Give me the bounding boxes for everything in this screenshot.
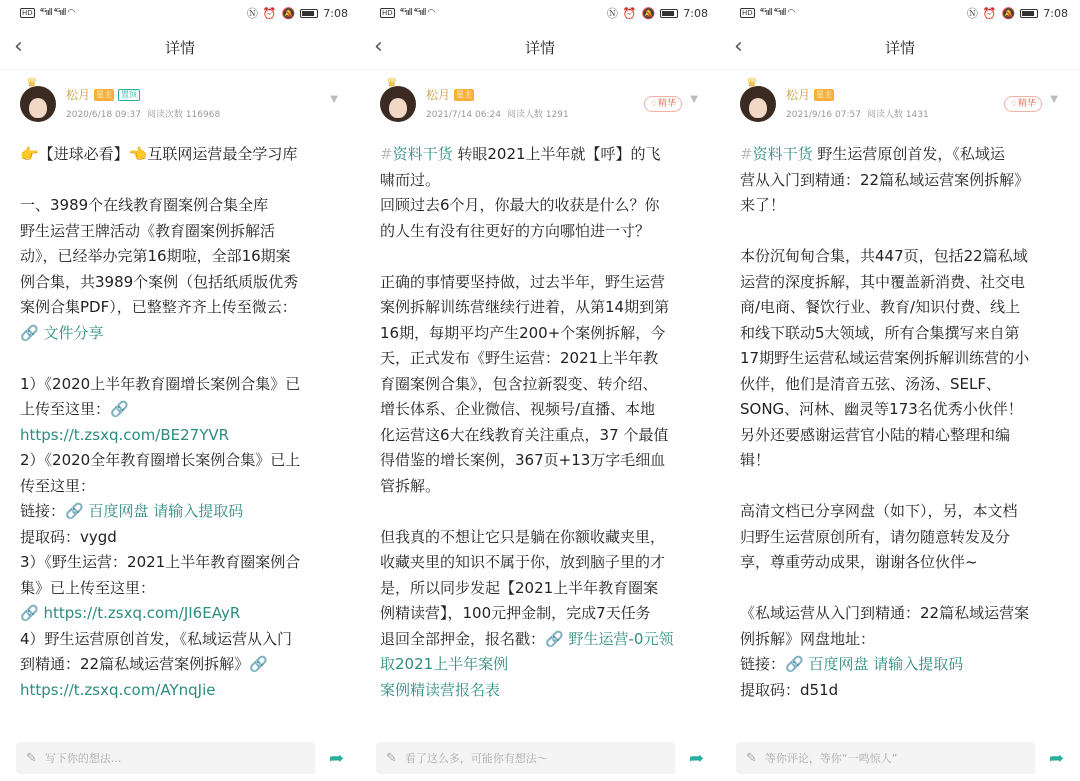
content-line: 来了！	[740, 196, 786, 214]
post-date: 2020/6/18 09:37	[66, 110, 141, 120]
content-line: 管拆解。	[380, 476, 441, 495]
content-line: 野生运营原创首发，《私域运	[817, 145, 1005, 163]
content-line: 正确的事情要坚持做，过去半年，野生运营	[380, 272, 666, 291]
content-line: 商/电商、餐饮行业、教育/知识付费、线上	[740, 298, 1021, 316]
back-chevron-icon[interactable]: ‹	[14, 34, 23, 59]
battery-icon	[1020, 9, 1038, 18]
hashtag-link[interactable]: 资料干货	[752, 145, 813, 163]
diamond-icon: ♢	[649, 99, 658, 109]
link-icon: 🔗	[20, 323, 39, 342]
alarm-icon: ⏰	[622, 6, 637, 20]
more-chevron-down-icon[interactable]: ▼	[330, 94, 338, 105]
url-link[interactable]: https://t.zsxq.com/BE27YVR	[20, 425, 230, 444]
comment-bar	[720, 735, 1080, 781]
signal-icon: ⁴ᴳııll ⁴ᴳııll ◠	[399, 8, 435, 18]
page-title: 详情	[164, 39, 195, 57]
post-date: 2021/7/14 06:24	[426, 110, 501, 120]
post-content	[720, 136, 1080, 703]
crown-icon: ♛	[386, 76, 398, 91]
pinned-badge: 置顶	[118, 89, 140, 101]
post-content	[0, 136, 360, 703]
baidu-pan-link[interactable]: 百度网盘	[808, 655, 869, 673]
comment-placeholder: 写下你的想法...	[44, 752, 122, 765]
back-chevron-icon[interactable]: ‹	[374, 34, 383, 59]
content-line: 另外还要感谢运营官小陆的精心整理和编	[740, 425, 1011, 444]
more-chevron-down-icon[interactable]: ▼	[1050, 94, 1058, 105]
avatar[interactable]	[380, 76, 416, 122]
content-line: 2）《2020全年教育圈增长案例合集》已上	[20, 451, 301, 469]
share-icon[interactable]: ➦	[328, 747, 344, 769]
content-line: 营从入门到精通：22篇私域运营案例拆解》	[740, 170, 1030, 189]
owner-badge: 星主	[456, 89, 473, 99]
back-chevron-icon[interactable]: ‹	[734, 34, 743, 59]
content-line: 的人生有没有往更好的方向哪怕进一寸？	[380, 221, 651, 240]
content-line: 归野生运营原创所有，请勿随意转发及分	[740, 527, 1011, 546]
read-count: 阅读人数 1431	[866, 110, 929, 120]
clock: 7:08	[323, 6, 348, 20]
content-line: 17期野生运营私域运营案例拆解训练营的小	[740, 349, 1030, 367]
comment-input[interactable]	[376, 742, 675, 774]
hd-icon: HD	[742, 9, 753, 17]
content-line: 例拆解》网盘地址：	[740, 629, 876, 648]
content-line: 是，所以同步发起【2021上半年教育圈案	[380, 578, 659, 597]
content-line: 转眼2021上半年就【呼】的飞	[457, 145, 661, 163]
content-line: 到精通：22篇私域运营案例拆解》	[20, 655, 250, 673]
crown-icon: ♛	[746, 76, 758, 91]
content-line: 本份沉甸甸合集，共447页，包括22篇私域	[740, 247, 1028, 265]
nav-bar	[360, 26, 720, 70]
content-line: 集》已上传至这里：	[20, 578, 156, 597]
page-title: 详情	[884, 39, 915, 57]
content-line: 天，正式发布《野生运营：2021上半年教	[380, 349, 659, 367]
signup-link[interactable]: 野生运营-0元领	[568, 629, 674, 648]
clock: 7:08	[1043, 6, 1068, 20]
battery-icon	[300, 9, 318, 18]
content-line: 回顾过去6个月，你最大的收获是什么？你	[380, 196, 660, 214]
content-line: 辑！	[740, 451, 771, 469]
read-count: 阅读人数 1291	[506, 110, 569, 120]
phone-screen-2	[360, 0, 720, 781]
pen-icon: ✎	[26, 750, 37, 766]
mute-icon: 🔕	[281, 6, 296, 20]
content-line: 高清文档已分享网盘（如下），另，本文档	[740, 502, 1018, 520]
owner-badge: 星主	[816, 89, 833, 99]
page-title: 详情	[524, 39, 555, 57]
content-line: 4）野生运营原创首发，《私域运营从入门	[20, 629, 293, 648]
content-line: 但我真的不想让它只是躺在你额收藏夹里，	[380, 527, 666, 546]
battery-icon	[660, 9, 678, 18]
author-name[interactable]: 松月	[426, 88, 451, 102]
pen-icon: ✎	[746, 750, 757, 766]
essence-badge: ♢精华	[1004, 96, 1042, 112]
link-icon: 🔗	[545, 629, 564, 648]
content-line: 提取码：d51d	[740, 680, 839, 699]
avatar[interactable]	[740, 76, 776, 122]
content-line: 享，尊重劳动成果，谢谢各位伙伴~	[740, 553, 978, 571]
content-line: 例合集，共3989个案例（包括纸质版优秀	[20, 272, 299, 291]
comment-placeholder: 看了这么多，可能你有想法～	[404, 752, 548, 765]
content-line: 得借鉴的增长案例，367页+13万字毛细血	[380, 451, 666, 469]
phone-screen-3	[720, 0, 1080, 781]
read-count: 阅读次数 116968	[146, 110, 221, 120]
nav-bar	[0, 26, 360, 70]
share-icon[interactable]: ➦	[688, 747, 704, 769]
hd-icon: HD	[382, 9, 393, 17]
content-line: 链接：	[740, 655, 786, 673]
nfc-icon: Ⓝ	[246, 7, 258, 20]
author-name[interactable]: 松月	[66, 88, 91, 102]
hash-symbol: #	[740, 145, 753, 163]
content-line: 育圈案例合集》，包含拉新裂变、转介绍、	[380, 374, 658, 393]
status-bar	[0, 0, 360, 26]
author-header	[360, 70, 720, 136]
nfc-icon: Ⓝ	[966, 7, 978, 20]
content-line: 运营的深度拆解，其中覆盖新消费、社交电	[740, 272, 1026, 291]
author-header	[0, 70, 360, 136]
content-line: 退回全部押金，报名戳：	[380, 629, 546, 648]
phone-screen-1	[0, 0, 360, 781]
clock: 7:08	[683, 6, 708, 20]
hashtag-link[interactable]: 资料干货	[392, 145, 453, 163]
comment-bar	[360, 735, 720, 781]
post-date: 2021/9/16 07:57	[786, 110, 861, 120]
url-link[interactable]: https://t.zsxq.com/AYnqJie	[20, 680, 216, 699]
extract-code-link[interactable]: 请输入提取码	[153, 502, 244, 520]
hash-symbol: #	[380, 145, 393, 163]
content-line: 动》，已经举办完第16期啦，全部16期案	[20, 247, 291, 265]
content-line: 例精读营】，100元押金制，完成7天任务	[380, 604, 651, 622]
content-line: 野生运营王牌活动《教育圈案例拆解活	[20, 221, 276, 240]
hd-icon: HD	[22, 9, 33, 17]
author-header	[720, 70, 1080, 136]
baidu-pan-link[interactable]: 百度网盘	[88, 502, 149, 520]
content-line: 传至这里：	[20, 476, 96, 495]
content-line: 一、3989个在线教育圈案例合集全库	[20, 196, 269, 214]
content-line: 3）《野生运营：2021上半年教育圈案例合	[20, 553, 301, 571]
content-line: 《私域运营从入门到精通：22篇私域运营案	[740, 604, 1030, 622]
author-name[interactable]: 松月	[786, 88, 811, 102]
mute-icon: 🔕	[1001, 6, 1016, 20]
content-line: SONG、河林、幽灵等173名优秀小伙伴！	[740, 400, 1023, 418]
comment-input[interactable]	[16, 742, 315, 774]
content-line: 链接：	[20, 502, 66, 520]
link-icon: 🔗	[110, 400, 129, 418]
signup-form-link[interactable]: 案例精读营报名表	[380, 680, 501, 699]
more-chevron-down-icon[interactable]: ▼	[690, 94, 698, 105]
content-line: 和线下联动5大领域，所有合集撰写来自第	[740, 323, 1020, 342]
link-icon: 🔗	[785, 655, 804, 673]
content-line: 👉【进球必看】👈互联网运营最全学习库	[20, 145, 298, 163]
status-bar	[720, 0, 1080, 26]
signup-link-cont[interactable]: 取2021上半年案例	[380, 655, 509, 673]
content-line: 1）《2020上半年教育圈增长案例合集》已	[20, 374, 301, 393]
alarm-icon: ⏰	[262, 6, 277, 20]
avatar[interactable]	[20, 76, 56, 122]
url-link[interactable]: https://t.zsxq.com/JI6EAyR	[43, 604, 241, 622]
content-line: 化运营这6大在线教育关注重点，37 个最值	[380, 425, 669, 444]
essence-badge: ♢精华	[644, 96, 682, 112]
content-line: 增长体系、企业微信、视频号/直播、本地	[380, 400, 656, 418]
alarm-icon: ⏰	[982, 6, 997, 20]
content-line: 收藏夹里的知识不属于你，放到脑子里的才	[380, 553, 666, 571]
link-icon: 🔗	[20, 604, 39, 622]
status-bar	[360, 0, 720, 26]
extract-code-link[interactable]: 请输入提取码	[873, 655, 964, 673]
content-line: 16期，每期平均产生200+个案例拆解，今	[380, 323, 666, 342]
content-line: 上传至这里：	[20, 400, 111, 418]
comment-placeholder: 等你评论，等你“一鸣惊人”	[764, 752, 898, 765]
nav-bar	[720, 26, 1080, 70]
diamond-icon: ♢	[1009, 99, 1018, 109]
nfc-icon: Ⓝ	[606, 7, 618, 20]
link-icon: 🔗	[249, 655, 268, 673]
comment-bar	[0, 735, 360, 781]
file-share-link[interactable]: 文件分享	[43, 323, 104, 342]
content-line: 案例拆解训练营继续行进着，从第14期到第	[380, 298, 670, 316]
share-icon[interactable]: ➦	[1048, 747, 1064, 769]
content-line: 案例合集PDF），已整整齐齐上传至微云：	[20, 298, 297, 316]
link-icon: 🔗	[65, 502, 84, 520]
signal-icon: ⁴ᴳııll ⁴ᴳııll ◠	[759, 8, 795, 18]
mute-icon: 🔕	[641, 6, 656, 20]
content-line: 提取码：vygd	[20, 527, 117, 546]
pen-icon: ✎	[386, 750, 397, 766]
post-content	[360, 136, 720, 703]
owner-badge: 星主	[96, 89, 113, 99]
comment-input[interactable]	[736, 742, 1035, 774]
signal-icon: ⁴ᴳııll ⁴ᴳııll ◠	[39, 8, 75, 18]
content-line: 啸而过。	[380, 170, 441, 189]
crown-icon: ♛	[26, 76, 38, 91]
content-line: 伙伴，他们是清音五弦、汤汤、SELF、	[740, 374, 1001, 393]
